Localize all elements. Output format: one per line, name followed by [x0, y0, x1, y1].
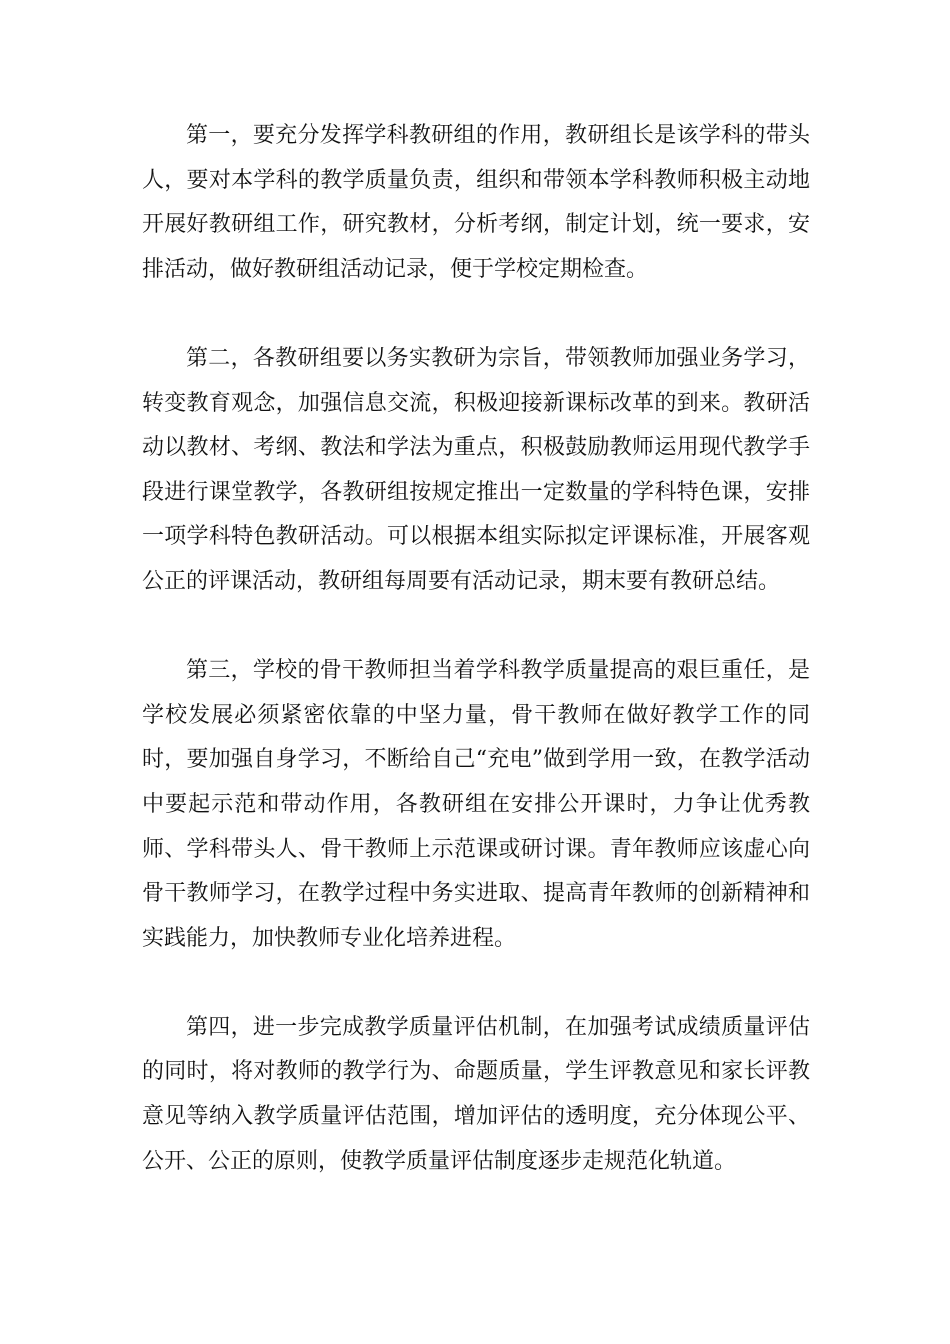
document-body: [142, 114, 810, 1184]
paragraph-1: 第一，要充分发挥学科教研组的作用，教研组长是该学科的带头人，要对本学科的教学质量负责，组织和带领本学科教师积极主动地开展好教研组工作，研究教材，分析考纲，制定计划，统一要求，安排活动，做好教研组活动记录，便于学校定期检查。: [142, 123, 810, 282]
paragraph-2: 第二，各教研组要以务实教研为宗旨，带领教师加强业务学习，转变教育观念，加强信息交流，积极迎接新课标改革的到来。教研活动以教材、考纲、教法和学法为重点，积极鼓励教师运用现代教学手段进行课堂教学，各教研组按规定推出一定数量的学科特色课，安排一项学科特色教研活动。可以根据本组实际拟定评课标准，开展客观公正的评课活动，教研组每周要有活动记录，期末要有教研总结。: [142, 345, 810, 594]
paragraph-3: 第三，学校的骨干教师担当着学科教学质量提高的艰巨重任，是学校发展必须紧密依靠的中坚力量，骨干教师在做好教学工作的同时，要加强自身学习，不断给自己“充电”做到学用一致，在教学活动中要起示范和带动作用，各教研组在安排公开课时，力争让优秀教师、学科带头人、骨干教师上示范课或研讨课。青年教师应该虚心向骨干教师学习，在教学过程中务实进取、提高青年教师的创新精神和实践能力，加快教师专业化培养进程。: [142, 658, 810, 951]
paragraph-4: 第四，进一步完成教学质量评估机制，在加强考试成绩质量评估的同时，将对教师的教学行为、命题质量，学生评教意见和家长评教意见等纳入教学质量评估范围，增加评估的透明度，充分体现公平、公开、公正的原则，使教学质量评估制度逐步走规范化轨道。: [142, 1014, 810, 1174]
